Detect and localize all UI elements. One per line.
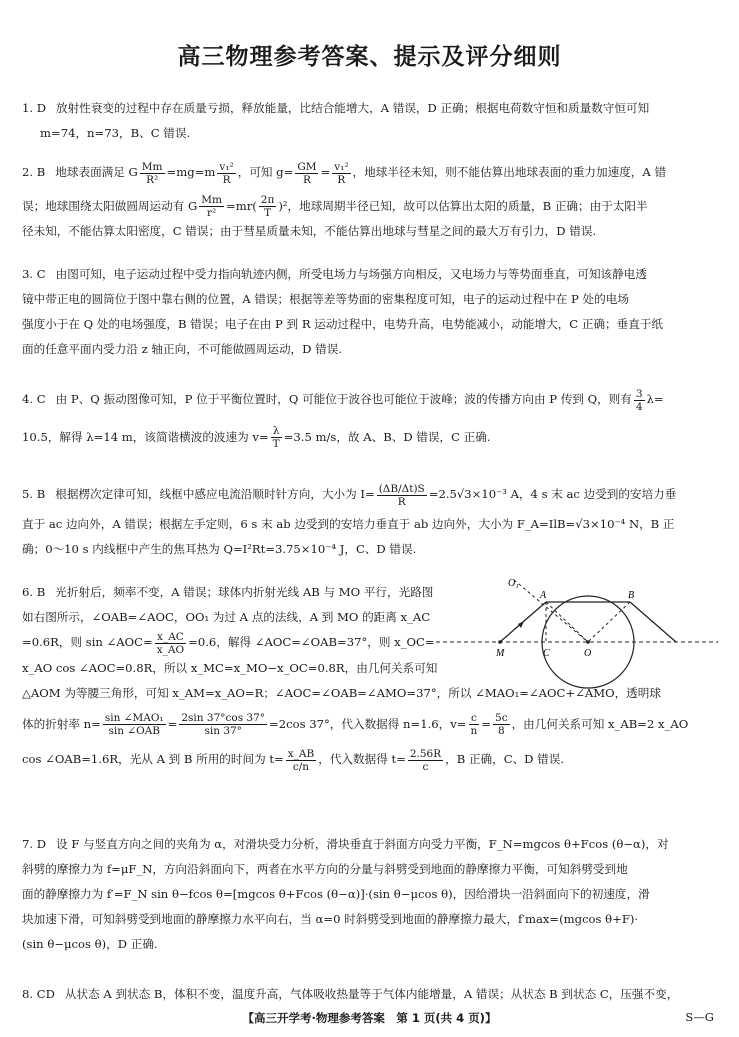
answer-text: ，地球半径未知，则不能估算出地球表面的重力加速度，A 错 [352, 165, 667, 179]
answer-text: 面的静摩擦力为 f′=F_N sin θ−fcos θ=[mgcos θ+Fcos (θ−α)]·(sin θ−μcos θ)，因给滑块一沿斜面向下的初速度，滑 [22, 887, 650, 901]
formula-fraction: $\frac{\text{v₁²}}{R}$ [219, 160, 234, 186]
answer-text: =2cos 37°，代入数据得 n=1.6，v= [269, 716, 467, 731]
item-number: 8. CD [22, 987, 55, 1001]
answer-item-2: 2. B 地球表面满足 G $\frac{Mm}{\text{R²}}$ =mg=m $\frac{\text{v₁²}}{R}$ ，可知 g= $\frac{GM}{R}$ = $\frac{\text{v₁²}}{R}$ ，地球半径未知，则不能估算出地球表面的重力加速度，A 错 误；地球围绕太阳做圆周运动有 G $\frac{Mm}{\text{r²}}$ =mr( $\frac{2\pi}{T}$ )²，地球周期半径已知，故可以估算出太阳的质量，B 正确；由于太阳半 径未知，不能估算太阳密度，C 错误；由于彗星质量未知，不能估算出地球与彗星之间的最大万有引力，D 错误. [22, 160, 718, 244]
label-b: B [628, 590, 635, 601]
answer-text: 强度小于在 Q 处的电场强度，B 错误；电子在由 P 到 R 运动过程中，电势升高，电势能减小，动能增大，C 正确；垂直于纸 [22, 317, 664, 331]
answer-text: 从状态 A 到状态 B，体积不变，温度升高，气体吸收热量等于气体内能增量，A 错误；从状态 B 到状态 C，压强不变， [64, 987, 679, 1001]
formula-fraction: $\frac{(\Delta B/\Delta t)S}{R}$ [378, 482, 425, 508]
answer-item-8 [22, 982, 718, 1007]
item-number: 1. D [22, 101, 47, 115]
radius-line [588, 602, 630, 642]
answer-text: 斜劈的摩擦力为 f=μF_N，方向沿斜面向下，两者在水平方向的分量与斜劈受到地面的静摩擦力平衡，可知斜劈受到地 [22, 862, 628, 876]
answer-item-1 [22, 96, 718, 146]
formula-fraction: $\frac{Mm}{\text{R²}}$ [141, 160, 163, 186]
item-number: 2. B [22, 165, 46, 179]
item-number: 6. B [22, 585, 46, 599]
answer-text: 光折射后，频率不变，A 错误；球体内折射光线 AB 与 MO 平行，光路图 [55, 585, 434, 599]
answer-text: 面的任意平面内受力沿 z 轴正向，不可能做圆周运动，D 错误. [22, 342, 342, 356]
answer-text: =3.5 m/s，故 A、B、D 错误，C 正确. [283, 429, 491, 444]
formula-fraction: $\frac{2\sin 37^\circ\cos 37^\circ}{\sin 37^\circ}$ [181, 712, 266, 737]
page-title: 高三物理参考答案、提示及评分细则 [177, 44, 562, 70]
answer-text: =mg=m [166, 165, 216, 179]
answer-text: 镜中带正电的圆筒位于图中靠右侧的位置，A 错误；根据等差等势面的密集程度可知，电子的运动过程中在 P 处的电场 [22, 292, 629, 306]
answer-text: 如右图所示，∠OAB=∠AOC，OO₁ 为过 A 点的法线，A 到 MO 的距离 x_AC [22, 610, 431, 624]
answer-item-7 [22, 832, 718, 957]
formula-fraction: $\frac{x\_AB}{c/n}$ [287, 747, 315, 773]
answer-text: = [320, 165, 331, 179]
answer-text: 设 F 与竖直方向之间的夹角为 α，对滑块受力分析，滑块垂直于斜面方向受力平衡，F_N=mgcos θ+Fcos (θ−α)，对 [56, 837, 669, 851]
formula-fraction: $\frac{2\pi}{T}$ [260, 194, 275, 219]
label-o: O [584, 648, 592, 659]
answer-text: 由图可知，电子运动过程中受力指向轨迹内侧，所受电场力与场强方向相反，又电场力与等势面垂直，可知该静电透 [55, 267, 647, 281]
answer-text: ，B 正确，C、D 错误. [445, 752, 565, 766]
answer-text: 块加速下滑，可知斜劈受到地面的静摩擦力水平向右，当 α=0 时斜劈受到地面的静摩擦力最大，f′max=(mgcos θ+F)· [22, 912, 639, 926]
item-number: 5. B [22, 487, 46, 501]
formula-fraction: $\frac{c}{n}$ [470, 712, 478, 737]
point-m [498, 640, 502, 644]
label-c: C [543, 648, 550, 659]
formula-fraction: $\frac{\text{v₁²}}{R}$ [334, 160, 349, 186]
answer-text: =0.6，解得 ∠AOC=∠OAB=37°，则 x_OC= [188, 635, 435, 649]
answer-text: 10.5，解得 λ=14 m，该简谐横波的波速为 v= [22, 429, 269, 444]
answer-text: 地球表面满足 G [55, 165, 138, 179]
answer-text: △AOM 为等腰三角形，可知 x_AM=x_AO=R；∠AOC=∠OAB=∠AMO=37°，所以 ∠MAO₁=∠AOC+∠AMO，透明球 [22, 685, 661, 700]
emergent-ray [630, 602, 676, 642]
answer-text: =0.6R，则 sin ∠AOC= [22, 635, 153, 649]
answer-text: 径未知，不能估算太阳密度，C 错误；由于彗星质量未知，不能估算出地球与彗星之间的最大万有引力，D 错误. [22, 224, 597, 238]
formula-fraction: $\frac{\text{sin ∠MAO₁}}{\text{sin ∠OAB}}$ [104, 712, 164, 737]
answer-text: λ= [646, 392, 664, 406]
answer-item-3 [22, 262, 718, 362]
item-number: 3. C [22, 267, 46, 281]
answer-text: x_AO cos ∠AOC=0.8R，所以 x_MC=x_MO−x_OC=0.8R，由几何关系可知 [22, 660, 438, 675]
answer-text: m=74，n=73，B、C 错误. [40, 126, 191, 140]
label-m: M [496, 648, 505, 659]
point-o [586, 640, 590, 644]
answer-text: 放射性衰变的过程中存在质量亏损，释放能量，比结合能增大，A 错误，D 正确；根据电荷数守恒和质量数守恒可知 [56, 101, 650, 115]
answer-text: 确；0～10 s 内线框中产生的焦耳热为 Q=I²Rt=3.75×10⁻⁴ J，C、D 错误. [22, 541, 417, 556]
answer-text: 根据楞次定律可知，线框中感应电流沿顺时针方向，大小为 I= [55, 487, 375, 501]
answer-item-4 [22, 387, 718, 450]
formula-fraction: $\frac{x\_AC}{x\_AO}$ [156, 630, 185, 656]
formula-fraction: $\frac{\lambda}{T}$ [272, 425, 280, 450]
radius-line [546, 602, 588, 642]
answer-text: ²，地球周期半径已知，故可以估算出太阳的质量，B 正确；由于太阳半 [282, 198, 648, 213]
answer-item-6: 6. B 光折射后，频率不变，A 错误；球体内折射光线 AB 与 MO 平行，光路图 如右图所示，∠OAB=∠AOC，OO₁ 为过 A 点的法线，A 到 MO 的距离 x_AC =0.6R，则 sin ∠AOC= $\frac{x\_AC}{x\_AO}$ =0.6，解得 ∠AOC=∠OAB=37°，则 x_OC= x_AO cos ∠AOC=0.8R，所以 x_MC=x_MO−x_OC=0.8R，由几何关系可知 △AOM 为等腰三角形，可知 x_AM=x_AO=R；∠AOC=∠OAB=∠AMO=37°，所以 ∠MAO₁=∠AOC+∠AMO，透明球 体的折射率 n= $\frac{\text{sin ∠MAO₁}}{\text{sin ∠OAB}}$ = $\frac{2\sin 37^\circ\cos 37^\circ}{\sin 37^\circ}$ =2cos 37°，代入数据得 n=1.6，v= $\frac{c}{n}$ = $\frac{5c}{8}$ ，由几何关系可知 x_AB=2 x_AO cos ∠OAB=1.6R，光从 A 到 B 所用的时间为 t= $\frac{x\_AB}{c/n}$ ，代入数据得 t= $\frac{2.56R}{c}$ ，B 正确，C、D 错误. [22, 580, 718, 773]
formula-fraction: $\frac{Mm}{\text{r²}}$ [201, 194, 222, 219]
optics-ray-diagram [436, 574, 718, 694]
answer-text: ，可知 g= [237, 165, 294, 179]
formula-fraction: $\frac{3}{4}$ [635, 387, 643, 413]
answer-text: =2.5√3×10⁻³ A，4 s 末 ac 边受到的安培力垂 [428, 487, 677, 501]
page-footer: 【高三开学考·物理参考答案 第 1 页(共 4 页)】 [242, 1011, 497, 1025]
normal-line [514, 580, 588, 642]
answer-text: 体的折射率 n= [22, 716, 101, 731]
answer-text: (sin θ−μcos θ)，D 正确. [22, 937, 158, 951]
answer-text: 直于 ac 边向外，A 错误；根据左手定则，6 s 末 ab 边受到的安培力垂直于 ab 边向外，大小为 F_A=IlB=√3×10⁻⁴ N，B 正 [22, 516, 675, 531]
formula-fraction: $\frac{2.56R}{c}$ [409, 747, 442, 773]
item-number: 4. C [22, 392, 46, 406]
answer-text: 由 P、Q 振动图像可知，P 位于平衡位置时，Q 可能位于波谷也可能位于波峰；波的传播方向由 P 传到 Q，则有 [55, 392, 632, 406]
label-o1: O₁ [508, 578, 519, 589]
answer-item-5 [22, 482, 718, 562]
answer-text: =mr [225, 198, 253, 213]
label-a: A [540, 590, 547, 601]
paper-code: S—G [685, 1010, 714, 1024]
formula-fraction: $\frac{GM}{R}$ [297, 160, 317, 186]
ray-arrow [518, 621, 524, 628]
formula-fraction: $\frac{5c}{8}$ [495, 712, 508, 737]
answer-text: ，代入数据得 t= [318, 752, 406, 766]
item-number: 7. D [22, 837, 47, 851]
answer-text: ，由几何关系可知 x_AB=2 x_AO [511, 716, 689, 731]
answer-text: cos ∠OAB=1.6R，光从 A 到 B 所用的时间为 t= [22, 752, 284, 766]
answer-text: 误；地球围绕太阳做圆周运动有 G [22, 198, 198, 213]
